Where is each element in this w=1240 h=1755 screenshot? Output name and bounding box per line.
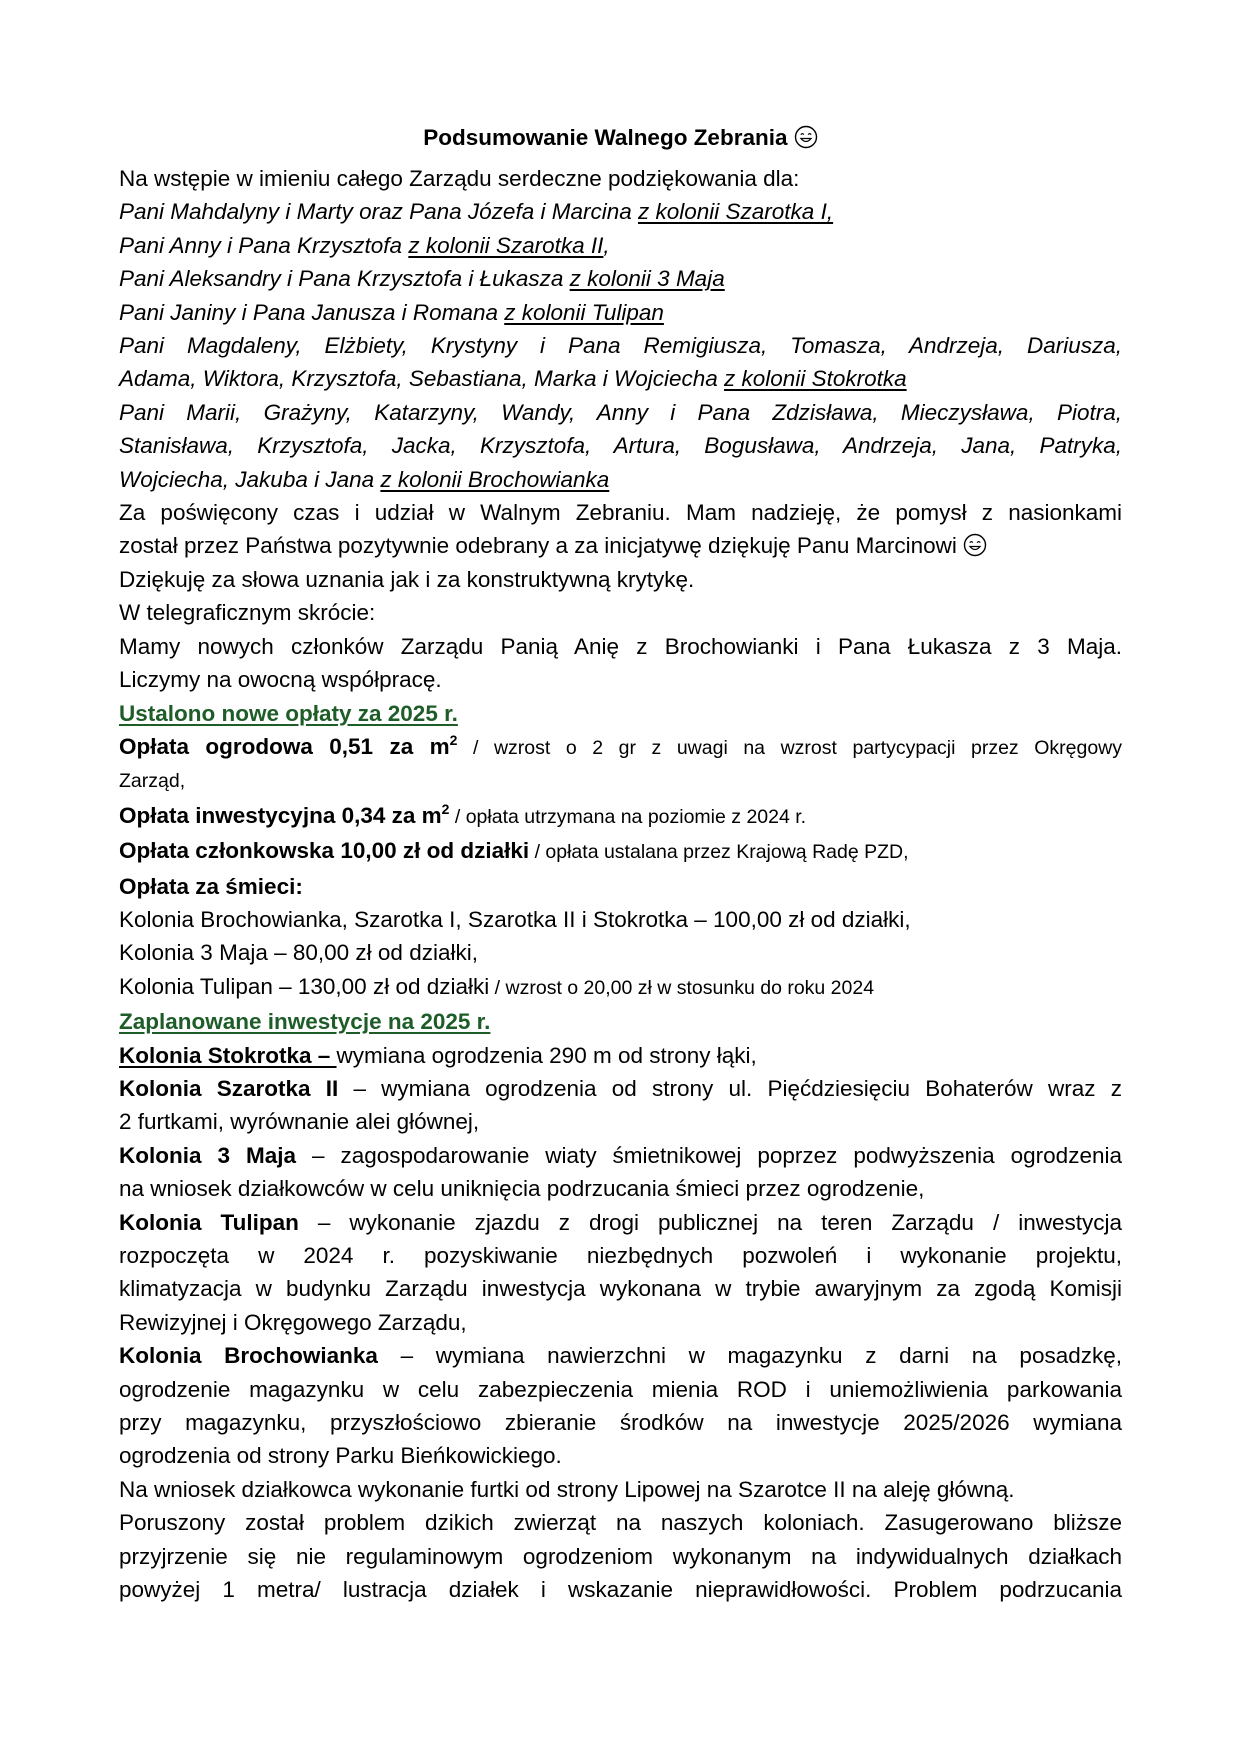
investment-text-cont: na wniosek działkowców w celu uniknięcia podrzucania śmieci przez ogrodzenie, xyxy=(119,1176,925,1202)
investment-tulipan xyxy=(119,1206,1122,1239)
investment-label: Kolonia Tulipan xyxy=(119,1209,299,1235)
investment-label: Kolonia 3 Maja xyxy=(119,1142,296,1168)
thanks-suffix: , xyxy=(603,232,610,258)
thanks-line xyxy=(119,262,1122,295)
investment-text: – wymiana nawierzchni w magazynku z darni na posadzkę, xyxy=(377,1343,1122,1369)
thanks-names: Pani Anny i Pana Krzysztofa xyxy=(119,232,409,258)
closing-line: Na wniosek działkowca wykonanie furtki od strony Lipowej na Szarotce II na aleję główną. xyxy=(119,1476,1015,1502)
thanks-line xyxy=(119,296,1122,329)
thanks-names: Pani Janiny i Pana Janusza i Romana xyxy=(119,299,505,325)
paragraph-line xyxy=(119,529,1122,562)
fee-waste-text: Kolonia Tulipan – 130,00 zł od działki xyxy=(119,973,490,999)
investment-text: – wymiana ogrodzenia od strony ul. Pięćdziesięciu Bohaterów wraz z xyxy=(338,1075,1122,1101)
investment-brochowianka xyxy=(119,1339,1122,1372)
fee-note: / wzrost o 2 gr z uwagi na wzrost partycypacji przez Okręgowy xyxy=(457,736,1122,759)
fee-note-cont: Zarząd, xyxy=(119,770,186,793)
investment-text: – zagospodarowanie wiaty śmietnikowej poprzez podwyższenia ogrodzenia xyxy=(295,1142,1122,1168)
thanks-line xyxy=(119,195,1122,228)
fee-investment xyxy=(119,799,1122,834)
investment-text-cont: przy magazynku, przyszłościowo zbieranie środków na inwestycje 2025/2026 wymiana xyxy=(119,1410,1122,1436)
thanks-colony: z kolonii 3 Maja xyxy=(569,266,725,292)
fee-waste-note: / wzrost o 20,00 zł w stosunku do roku 2024 xyxy=(489,976,875,999)
thanks-names: Wojciecha, Jakuba i Jana xyxy=(119,466,381,492)
fee-label: Opłata inwestycyjna 0,34 za m xyxy=(119,802,442,828)
document-page xyxy=(119,118,1122,1606)
closing-line: Poruszony został problem dzikich zwierząt na naszych koloniach. Zasugerowano bliższe xyxy=(119,1510,1122,1536)
investment-text-cont: rozpoczęta w 2024 r. pozyskiwanie niezbędnych pozwoleń i wykonanie projektu, xyxy=(119,1243,1122,1268)
investment-label: Kolonia Brochowianka xyxy=(119,1343,378,1369)
fee-garden xyxy=(119,730,1122,765)
paragraph-line: Liczymy na owocną współpracę. xyxy=(119,667,442,693)
thanks-names: Adama, Wiktora, Krzysztofa, Sebastiana, Marka i Wojciecha xyxy=(119,366,725,392)
fee-waste-item xyxy=(119,936,1122,969)
investment-text: wymiana ogrodzenia 290 m od strony łąki, xyxy=(336,1042,757,1068)
thanks-line xyxy=(119,229,1122,262)
investment-label: Kolonia Stokrotka – xyxy=(119,1042,337,1068)
closing-line: powyżej 1 metra/ lustracja działek i wskazanie nieprawidłowości. Problem podrzucania xyxy=(119,1577,1122,1603)
paragraph-line: Mamy nowych członków Zarządu Panią Anię z Brochowianki i Pana Łukasza z 3 Maja. xyxy=(119,633,1122,659)
thanks-names: Pani Mahdalyny i Marty oraz Pana Józefa i Marcina xyxy=(119,199,638,225)
paragraph-line: W telegraficznym skrócie: xyxy=(119,600,376,626)
investment-szarotka xyxy=(119,1072,1122,1105)
investment-stokrotka xyxy=(119,1039,1122,1072)
thanks-brochowianka-line: Stanisława, Krzysztofa, Jacka, Krzysztofa, Artura, Bogusława, Andrzeja, Jana, Patryka, xyxy=(119,433,1122,459)
fee-superscript: 2 xyxy=(441,800,450,817)
fee-waste-item xyxy=(119,903,1122,936)
fee-waste-label: Opłata za śmieci: xyxy=(119,873,303,899)
fee-waste-text: Kolonia Brochowianka, Szarotka I, Szarotka II i Stokrotka – 100,00 zł od działki, xyxy=(119,906,911,932)
fee-superscript: 2 xyxy=(449,731,458,748)
fee-membership xyxy=(119,834,1122,869)
page-title xyxy=(119,118,1122,162)
investments-heading: Zaplanowane inwestycje na 2025 r. xyxy=(119,1009,491,1035)
investment-text: – wykonanie zjazdu z drogi publicznej na teren Zarządu / inwestycja xyxy=(298,1209,1122,1235)
thanks-colony: z kolonii Stokrotka xyxy=(724,366,907,392)
intro-line: Na wstępie w imieniu całego Zarządu serdeczne podziękowania dla: xyxy=(119,166,800,191)
investment-label: Kolonia Szarotka II xyxy=(119,1075,339,1101)
fee-waste-item xyxy=(119,970,1122,1005)
thanks-stokrotka-last xyxy=(119,362,1122,395)
investment-text-cont: Rewizyjnej i Okręgowego Zarządu, xyxy=(119,1309,467,1335)
fee-waste-text: Kolonia 3 Maja – 80,00 zł od działki, xyxy=(119,940,478,966)
title-text: Podsumowanie Walnego Zebrania xyxy=(423,125,788,150)
fee-label: Opłata ogrodowa 0,51 za m xyxy=(119,733,450,759)
thanks-colony: z kolonii Szarotka I, xyxy=(637,199,834,225)
paragraph-line: Dziękuję za słowa uznania jak i za konstruktywną krytykę. xyxy=(119,566,695,592)
thanks-colony: z kolonii Brochowianka xyxy=(380,466,610,492)
fee-note: / opłata utrzymana na poziomie z 2024 r. xyxy=(449,805,807,828)
closing-line: przyjrzenie się nie regulaminowym ogrodzeniom wykonanym na indywidualnych działkach xyxy=(119,1543,1122,1569)
investment-text-cont: ogrodzenia od strony Parku Bieńkowickiego. xyxy=(119,1443,562,1469)
thanks-names: Pani Aleksandry i Pana Krzysztofa i Łukasza xyxy=(119,266,570,292)
investment-3-maja xyxy=(119,1139,1122,1172)
smiling-face-icon xyxy=(794,125,818,149)
thanks-stokrotka-line: Pani Magdaleny, Elżbiety, Krystyny i Pana Remigiusza, Tomasza, Andrzeja, Dariusza, xyxy=(119,333,1122,359)
investment-text-cont: ogrodzenie magazynku w celu zabezpieczenia mienia ROD i uniemożliwienia parkowania xyxy=(119,1376,1122,1402)
thanks-brochowianka-last xyxy=(119,463,1122,496)
fees-heading: Ustalono nowe opłaty za 2025 r. xyxy=(119,700,458,726)
thanks-brochowianka-line: Pani Marii, Grażyny, Katarzyny, Wandy, Anny i Pana Zdzisława, Mieczysława, Piotra, xyxy=(119,399,1122,425)
fee-label: Opłata członkowska 10,00 zł od działki xyxy=(119,838,530,864)
fee-note: / opłata ustalana przez Krajową Radę PZD, xyxy=(529,841,909,864)
investment-text-cont: klimatyzacja w budynku Zarządu inwestycja wykonana w trybie awaryjnym za zgodą Komisji xyxy=(119,1276,1122,1302)
thanks-colony: z kolonii Szarotka II xyxy=(408,232,604,258)
thanks-colony: z kolonii Tulipan xyxy=(504,299,664,325)
paragraph-line: Za poświęcony czas i udział w Walnym Zebraniu. Mam nadzieję, że pomysł z nasionkami xyxy=(119,500,1122,526)
smiling-face-icon xyxy=(963,533,987,557)
paragraph-text: został przez Państwa pozytywnie odebrany a za inicjatywę dziękuję Panu Marcinowi xyxy=(119,533,957,559)
investment-text-cont: 2 furtkami, wyrównanie alei głównej, xyxy=(119,1109,480,1135)
